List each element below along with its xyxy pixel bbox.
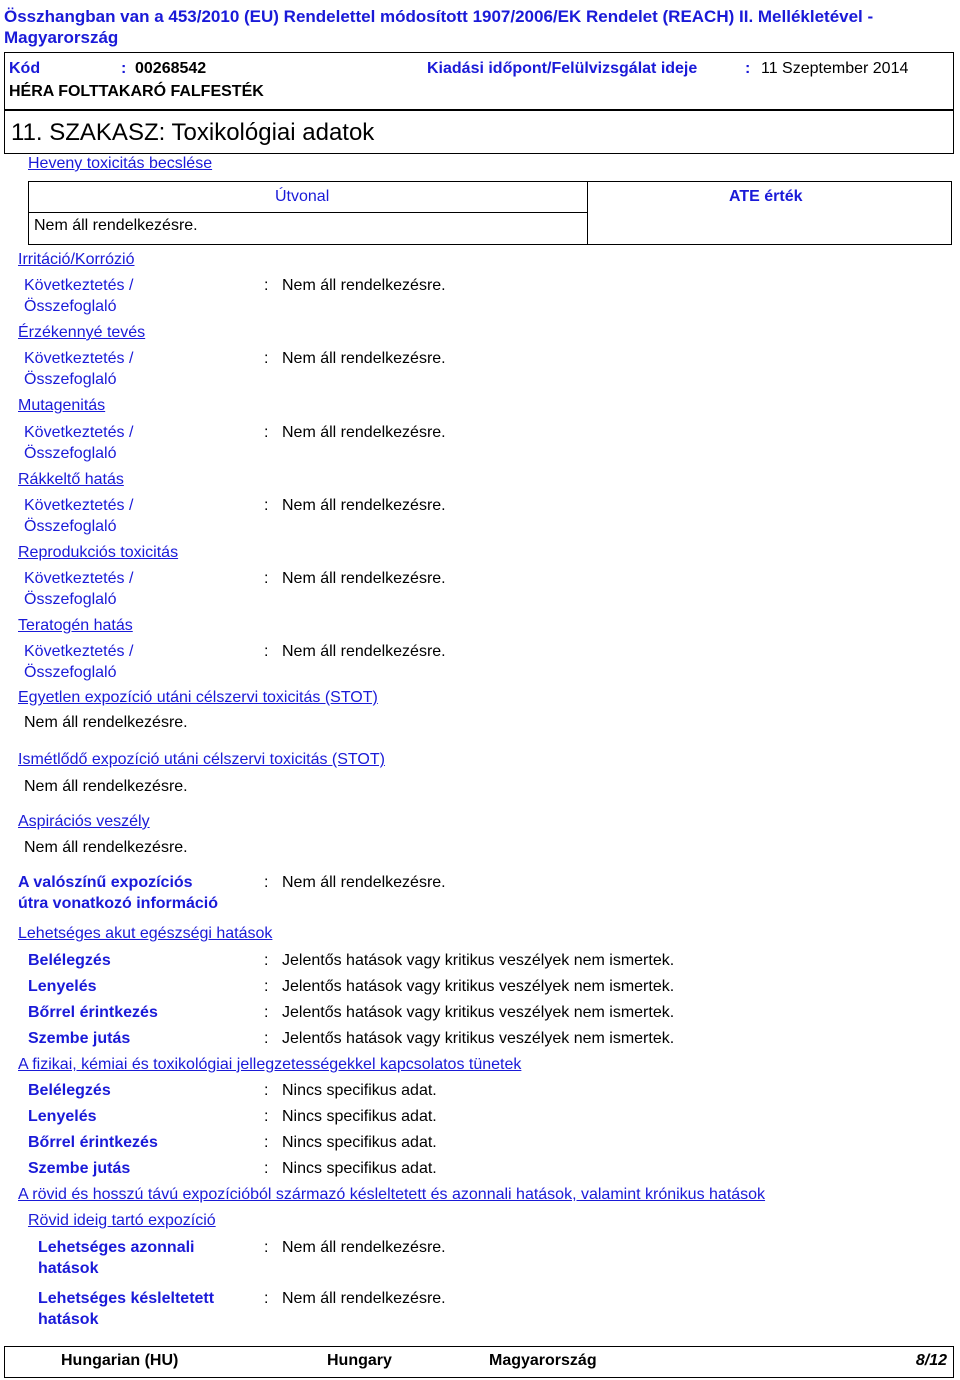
list-item-value: Jelentős hatások vagy kritikus veszélyek nem ismertek. <box>282 952 675 969</box>
list-item-value: Jelentős hatások vagy kritikus veszélyek nem ismertek. <box>282 978 675 995</box>
block-value: Nem áll rendelkezésre. <box>282 497 446 514</box>
immediate-effects-value: Nem áll rendelkezésre. <box>282 1239 446 1256</box>
block-heading: Teratogén hatás <box>18 617 133 634</box>
list-item-colon: : <box>264 978 269 995</box>
col-ate: ATE érték <box>729 188 803 205</box>
footer-country-local: Magyarország <box>489 1352 597 1369</box>
block-colon: : <box>264 570 269 587</box>
aspiration-heading: Aspirációs veszély <box>18 813 150 830</box>
code-value: 00268542 <box>135 60 207 77</box>
list-item-value: Jelentős hatások vagy kritikus veszélyek nem ismertek. <box>282 1030 675 1047</box>
block-value: Nem áll rendelkezésre. <box>282 277 446 294</box>
list-item-value: Nincs specifikus adat. <box>282 1082 437 1099</box>
block-colon: : <box>264 277 269 294</box>
list-item-label: Belélegzés <box>28 952 111 969</box>
block-label-1: Következtetés / <box>24 277 134 294</box>
short-exposure-heading: Rövid ideig tartó expozíció <box>28 1212 216 1229</box>
block-value: Nem áll rendelkezésre. <box>282 570 446 587</box>
list-item-label: Bőrrel érintkezés <box>28 1134 158 1151</box>
immediate-effects-label-2: hatások <box>38 1260 99 1277</box>
list-item-label: Belélegzés <box>28 1082 111 1099</box>
delayed-effects-value: Nem áll rendelkezésre. <box>282 1290 446 1307</box>
list-item-colon: : <box>264 1030 269 1047</box>
code-label: Kód <box>9 60 41 77</box>
block-label-2: Összefoglaló <box>24 445 117 462</box>
exposure-route-value: Nem áll rendelkezésre. <box>282 874 446 891</box>
page-footer <box>4 1346 954 1378</box>
block-label-1: Következtetés / <box>24 350 134 367</box>
delayed-effects-heading: A rövid és hosszú távú expozícióból származó késleltetett és azonnali hatások, valamint krónikus hatások <box>18 1186 766 1203</box>
footer-page-number: 8/12 <box>915 1352 947 1369</box>
block-colon: : <box>264 350 269 367</box>
delayed-effects-colon: : <box>264 1290 269 1307</box>
list-item-value: Nincs specifikus adat. <box>282 1108 437 1125</box>
block-heading: Rákkeltő hatás <box>18 471 124 488</box>
delayed-effects-label-2: hatások <box>38 1311 99 1328</box>
list-item-label: Szembe jutás <box>28 1160 131 1177</box>
block-colon: : <box>264 497 269 514</box>
header-box <box>4 52 954 110</box>
regulation-title: Összhangban van a 453/2010 (EU) Rendelettel módosított 1907/2006/EK Rendelet (REACH) II. Mellékletével - Magyarország <box>4 7 874 47</box>
table-row-text: Nem áll rendelkezésre. <box>34 217 198 234</box>
exposure-route-colon: : <box>264 874 269 891</box>
list-item-value: Nincs specifikus adat. <box>282 1134 437 1151</box>
issue-label: Kiadási időpont/Felülvizsgálat ideje <box>427 60 698 77</box>
list-item-value: Nincs specifikus adat. <box>282 1160 437 1177</box>
exposure-route-label-1: A valószínű expozíciós <box>18 874 193 891</box>
acute-toxicity-heading: Heveny toxicitás becslése <box>28 155 213 172</box>
block-label-2: Összefoglaló <box>24 518 117 535</box>
block-label-2: Összefoglaló <box>24 591 117 608</box>
block-heading: Reprodukciós toxicitás <box>18 544 179 561</box>
stot-repeated-value: Nem áll rendelkezésre. <box>24 778 188 795</box>
stot-repeated-heading: Ismétlődő expozíció utáni célszervi toxicitás (STOT) <box>18 751 385 768</box>
stot-single-value: Nem áll rendelkezésre. <box>24 714 188 731</box>
symptoms-heading: A fizikai, kémiai és toxikológiai jellegzetességekkel kapcsolatos tünetek <box>18 1056 522 1073</box>
issue-colon: : <box>745 60 751 77</box>
list-item-value: Jelentős hatások vagy kritikus veszélyek nem ismertek. <box>282 1004 675 1021</box>
list-item-label: Szembe jutás <box>28 1030 131 1047</box>
block-label-1: Következtetés / <box>24 643 134 660</box>
product-name: HÉRA FOLTTAKARÓ FALFESTÉK <box>9 83 264 100</box>
block-label-2: Összefoglaló <box>24 371 117 388</box>
list-item-colon: : <box>264 1160 269 1177</box>
stot-single-heading: Egyetlen expozíció utáni célszervi toxicitás (STOT) <box>18 689 378 706</box>
issue-value: 11 Szeptember 2014 <box>761 60 909 77</box>
footer-language: Hungarian (HU) <box>61 1352 179 1369</box>
list-item-label: Bőrrel érintkezés <box>28 1004 158 1021</box>
block-heading: Irritáció/Korrózió <box>18 251 135 268</box>
section-title-box <box>4 110 954 154</box>
block-heading: Érzékennyé tevés <box>18 324 146 341</box>
block-colon: : <box>264 643 269 660</box>
list-item-colon: : <box>264 1134 269 1151</box>
block-value: Nem áll rendelkezésre. <box>282 424 446 441</box>
list-item-colon: : <box>264 1004 269 1021</box>
code-colon: : <box>121 60 127 77</box>
aspiration-value: Nem áll rendelkezésre. <box>24 839 188 856</box>
block-label-1: Következtetés / <box>24 497 134 514</box>
exposure-route-label-2: útra vonatkozó információ <box>18 895 219 912</box>
block-label-2: Összefoglaló <box>24 298 117 315</box>
list-item-colon: : <box>264 952 269 969</box>
immediate-effects-colon: : <box>264 1239 269 1256</box>
block-label-1: Következtetés / <box>24 424 134 441</box>
block-label-1: Következtetés / <box>24 570 134 587</box>
immediate-effects-label-1: Lehetséges azonnali <box>38 1239 195 1256</box>
list-item-label: Lenyelés <box>28 978 97 995</box>
delayed-effects-label-1: Lehetséges késleltetett <box>38 1290 215 1307</box>
col-route: Útvonal <box>275 188 330 205</box>
block-label-2: Összefoglaló <box>24 664 117 681</box>
acute-toxicity-table <box>28 181 952 245</box>
list-item-colon: : <box>264 1082 269 1099</box>
footer-country: Hungary <box>327 1352 392 1369</box>
block-value: Nem áll rendelkezésre. <box>282 350 446 367</box>
section-title: 11. SZAKASZ: Toxikológiai adatok <box>11 119 375 146</box>
block-colon: : <box>264 424 269 441</box>
list-item-label: Lenyelés <box>28 1108 97 1125</box>
block-heading: Mutagenitás <box>18 397 106 414</box>
acute-health-heading: Lehetséges akut egészségi hatások <box>18 925 273 942</box>
block-value: Nem áll rendelkezésre. <box>282 643 446 660</box>
list-item-colon: : <box>264 1108 269 1125</box>
